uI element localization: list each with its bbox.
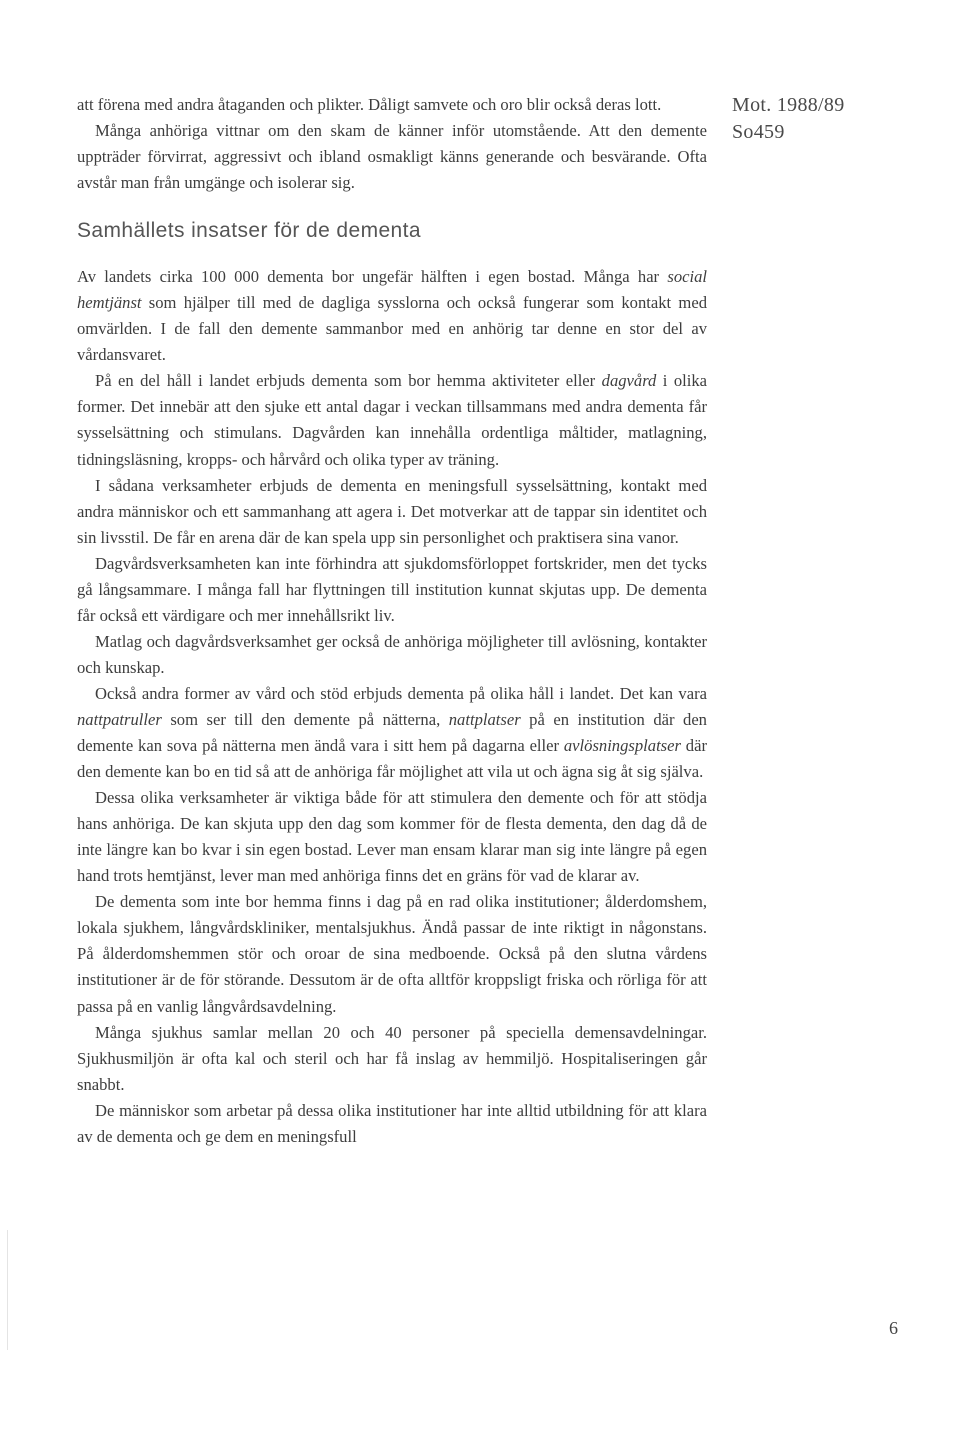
paragraph: Många anhöriga vittnar om den skam de känner inför utomstående. Att den demente uppträder förvirrat, aggressivt och ibland osmakligt känns generande och besvärande. Ofta avstår man från umgänge och isolerar sig.: [77, 121, 707, 193]
motion-reference: [732, 92, 932, 146]
emphasis-term: dagvård: [601, 371, 657, 391]
paragraph: På en del håll i landet erbjuds dementa som bor hemma aktiviteter eller dagvård i olika former. Det innebär att den sjuke ett antal dagar i veckan tillsammans med andra dementa får sysselsättning och stimulans. Dagvården kan innehålla ordentliga måltider, matlagning, tidningsläsning, kropps- och hårvård och olika typer av träning.: [77, 371, 708, 469]
body-text: [77, 92, 707, 1150]
paragraph: Också andra former av vård och stöd erbjuds dementa på olika håll i landet. Det kan vara nattpatruller som ser till den demente på nätterna, nattplatser på en institution där den demente kan sova på nätterna men ändå vara i sitt hem på dagarna eller avlösningsplatser där den demente kan bo en tid så att de anhöriga får möjlighet att vila ut och ägna sig åt sig själva.: [77, 683, 707, 782]
paragraph: att förena med andra åtaganden och plikter. Dåligt samvete och oro blir också deras lott.: [77, 95, 662, 114]
paragraph: Matlag och dagvårdsverksamhet ger också de anhöriga möjligheter till avlösning, kontakter och kunskap.: [77, 631, 707, 677]
paragraph: Dagvårdsverksamheten kan inte förhindra att sjukdomsförloppet fortskrider, men det tycks gå långsammare. I många fall har flyttningen till institution kunnat skjutas upp. De dementa får också ett värdigare och mer innehållsrikt liv.: [77, 553, 707, 625]
emphasis-term: nattpatruller: [77, 709, 162, 729]
paragraph: De människor som arbetar på dessa olika institutioner har inte alltid utbildning för att klara av de dementa och ge dem en meningsfull: [77, 1100, 707, 1146]
motion-number: Mot. 1988/89: [732, 94, 845, 116]
paragraph: De dementa som inte bor hemma finns i dag på en rad olika institutioner; ålderdomshem, lokala sjukhem, långvårdskliniker, mentalsjukhus. Ändå passar de inte riktigt in någonstans. På ålderdomshemmen stör och oroar de sina medboende. Också på den slutna vårdens institutioner är de för störande. Dessutom är de ofta alltför kroppsligt friska och rörliga för att passa på en vanlig långvårdsavdelning.: [77, 892, 707, 1016]
paragraph: Många sjukhus samlar mellan 20 och 40 personer på speciella demensavdelningar. Sjukhusmiljön är ofta kal och steril och har få inslag av hemmiljö. Hospitaliseringen går snabbt.: [77, 1022, 707, 1094]
emphasis-term: social hemtjänst: [77, 267, 707, 313]
paragraph: Av landets cirka 100 000 dementa bor ungefär hälften i egen bostad. Många har social hemtjänst som hjälper till med de dagliga sysslorna och också fungerar som kontakt med omvärlden. I de fall den demente sammanbor med en anhörig tar denne en stor del av vårdansvaret.: [77, 267, 707, 365]
emphasis-term: nattplatser: [448, 709, 521, 729]
page-number: 6: [889, 1318, 898, 1338]
section-heading: Samhällets insatser för de dementa: [77, 219, 421, 243]
motion-code: So459: [732, 121, 785, 143]
paragraph: I sådana verksamheter erbjuds de dementa en meningsfull sysselsättning, kontakt med andra människor och ett sammanhang att agera i. Det motverkar att de tappar sin identitet och sin livsstil. De får en arena där de kan spela upp sin personlighet och praktisera sina vanor.: [77, 475, 707, 547]
emphasis-term: avlösningsplatser: [563, 736, 681, 756]
scan-edge-line: [7, 1230, 8, 1350]
paragraph: Dessa olika verksamheter är viktiga både för att stimulera den demente och för att stödja hans anhöriga. De kan skjuta upp den dag som kommer för de flesta dementa, den dag då de inte längre kan bo kvar i sin egen bostad. Lever man ensam klarar man sig inte längre på egen hand trots hemtjänst, lever man med anhöriga finns det en gräns för vad de klarar av.: [77, 788, 707, 886]
